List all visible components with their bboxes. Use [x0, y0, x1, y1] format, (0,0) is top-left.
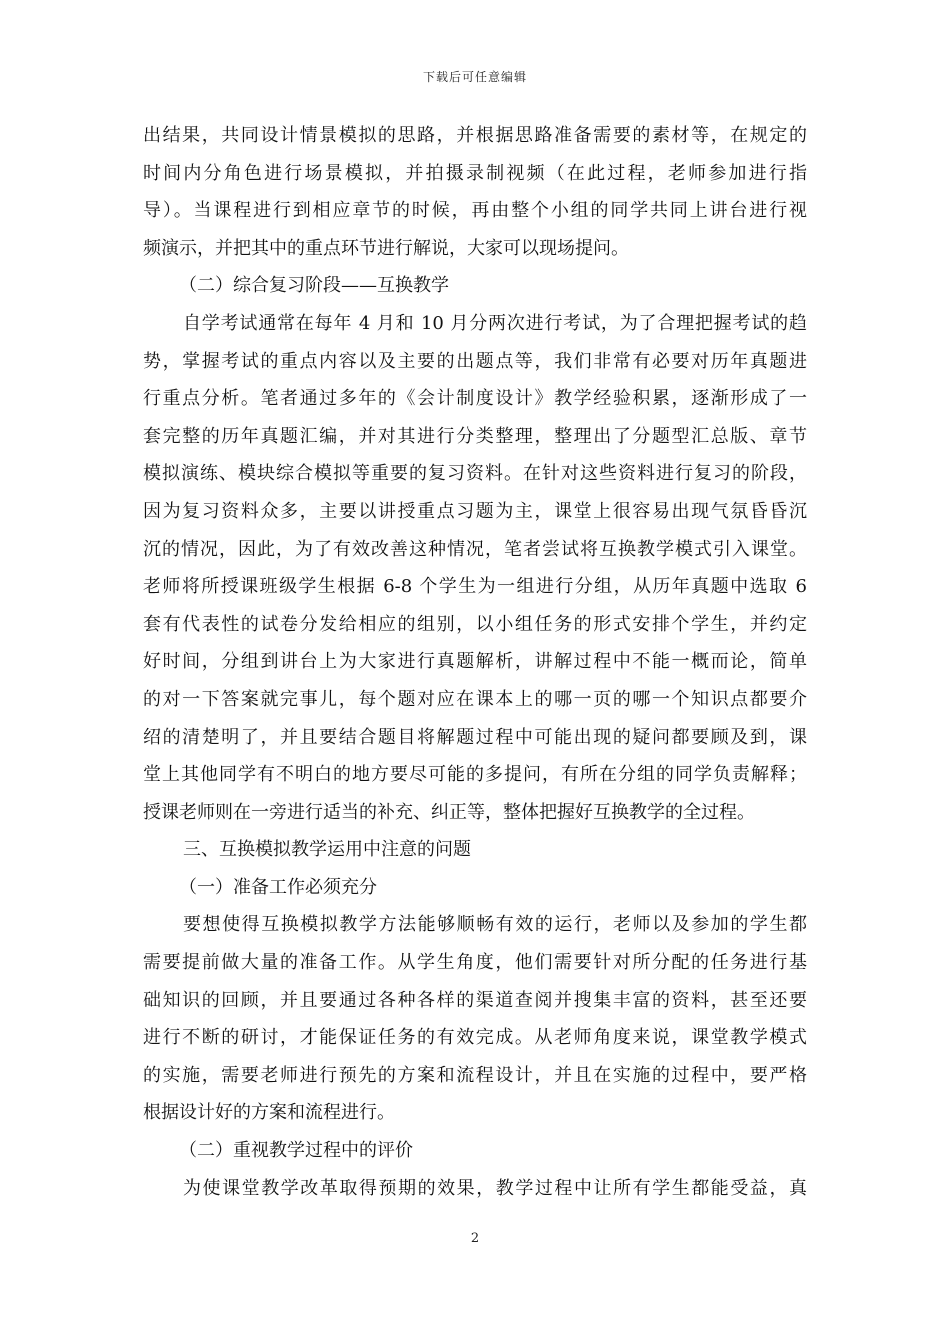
paragraph-line: 要想使得互换模拟教学方法能够顺畅有效的运行，老师以及参加的学生都 — [183, 914, 807, 936]
page-header: 下载后可任意编辑 — [422, 70, 527, 84]
paragraph-line: 出结果，共同设计情景模拟的思路，并根据思路准备需要的素材等，在规定的 — [143, 125, 807, 146]
page-number: 2 — [470, 1231, 480, 1246]
paragraph-line: 行重点分析。笔者通过多年的《会计制度设计》教学经验积累，逐渐形成了一 — [143, 388, 807, 410]
paragraph-line: 好时间，分组到讲台上为大家进行真题解析，讲解过程中不能一概而论，简单 — [143, 651, 807, 673]
paragraph-line: 堂上其他同学有不明白的地方要尽可能的多提问，有所在分组的同学负责解释； — [143, 764, 807, 786]
paragraph-line: 势，掌握考试的重点内容以及主要的出题点等，我们非常有必要对历年真题进 — [143, 350, 807, 372]
document-body — [143, 117, 807, 1207]
paragraph-line: 套有代表性的试卷分发给相应的组别，以小组任务的形式安排个学生，并约定 — [143, 613, 807, 635]
paragraph-line: 因为复习资料众多，主要以讲授重点习题为主，课堂上很容易出现气氛昏昏沉 — [143, 500, 807, 522]
paragraph-line: 频演示，并把其中的重点环节进行解说，大家可以现场提问。 — [143, 237, 629, 259]
paragraph-line: 授课老师则在一旁进行适当的补充、纠正等，整体把握好互换教学的全过程。 — [143, 801, 755, 823]
paragraph-line: 根据设计好的方案和流程进行。 — [143, 1102, 395, 1124]
paragraph-line: 需要提前做大量的准备工作。从学生角度，他们需要针对所分配的任务进行基 — [143, 952, 807, 974]
paragraph-line: 的实施，需要老师进行预先的方案和流程设计，并且在实施的过程中，要严格 — [143, 1064, 807, 1086]
section-heading: 三、互换模拟教学运用中注意的问题 — [183, 839, 471, 861]
section-heading: （二）综合复习阶段——互换教学 — [179, 275, 449, 297]
paragraph-line: 进行不断的研讨，才能保证任务的有效完成。从老师角度来说，课堂教学模式 — [143, 1027, 807, 1049]
paragraph-line: 时间内分角色进行场景模拟，并拍摄录制视频（在此过程，老师参加进行指 — [143, 162, 807, 184]
paragraph-line: 老师将所授课班级学生根据 6-8 个学生为一组进行分组，从历年真题中选取 6 — [143, 576, 807, 598]
paragraph-line: 套完整的历年真题汇编，并对其进行分类整理，整理出了分题型汇总版、章节 — [143, 425, 807, 447]
paragraph-line: 导）。当课程进行到相应章节的时候，再由整个小组的同学共同上讲台进行视 — [143, 200, 807, 222]
paragraph-line: 的对一下答案就完事儿，每个题对应在课本上的哪一页的哪一个知识点都要介 — [143, 688, 807, 710]
section-heading: （二）重视教学过程中的评价 — [179, 1140, 413, 1162]
paragraph-line: 为使课堂教学改革取得预期的效果，教学过程中让所有学生都能受益，真 — [183, 1177, 807, 1199]
paragraph-line: 自学考试通常在每年 4 月和 10 月分两次进行考试，为了合理把握考试的趋 — [183, 312, 807, 334]
paragraph-line: 绍的清楚明了，并且要结合题目将解题过程中可能出现的疑问都要顾及到，课 — [143, 726, 807, 748]
paragraph-line: 模拟演练、模块综合模拟等重要的复习资料。在针对这些资料进行复习的阶段， — [143, 463, 807, 485]
section-heading: （一）准备工作必须充分 — [179, 876, 377, 898]
paragraph-line: 础知识的回顾，并且要通过各种各样的渠道查阅并搜集丰富的资料，甚至还要 — [143, 989, 807, 1011]
paragraph-line: 沉的情况，因此，为了有效改善这种情况，笔者尝试将互换教学模式引入课堂。 — [143, 538, 807, 560]
